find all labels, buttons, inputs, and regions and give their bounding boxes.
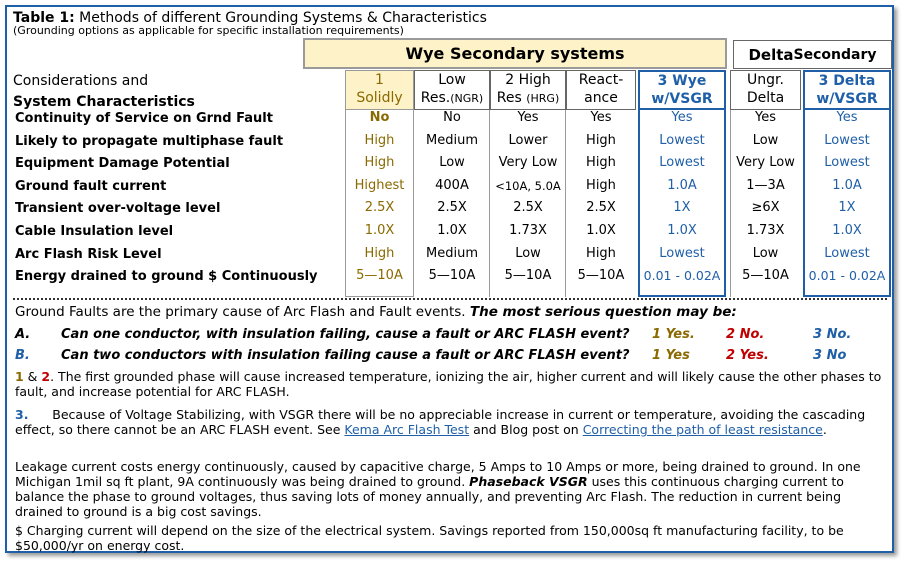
paragraph-3: 3. Because of Voltage Stabilizing, with VSGR there will be no appreciable increase in current or temperature, avoiding the cascading effect, so there cannot be an ARC FLASH event. See Kema Arc Flash Test and Blog post on Correcting the path of least resistance. bbox=[15, 407, 870, 437]
considerations-header: Considerations and System Characteristics bbox=[13, 73, 195, 110]
delta-secondary-banner: Delta Secondary bbox=[733, 40, 892, 69]
row-label: Likely to propagate multiphase fault bbox=[15, 133, 284, 149]
kema-arc-flash-link[interactable]: Kema Arc Flash Test bbox=[344, 422, 470, 437]
table-cell: High bbox=[586, 132, 616, 148]
question-b: B. Can two conductors with insulation failing cause a fault or ARC FLASH event? bbox=[15, 348, 630, 363]
table-cell: 0.01 - 0.02A bbox=[643, 268, 721, 284]
table-cell: Low bbox=[752, 245, 779, 261]
table-cell: 0.01 - 0.02A bbox=[808, 268, 886, 284]
row-label: Energy drained to ground $ Continuously bbox=[15, 269, 318, 285]
table-cell: High bbox=[364, 132, 395, 148]
table-cell: 1.0X bbox=[586, 223, 616, 238]
col-header-ungr-delta: Ungr. Delta bbox=[730, 70, 801, 110]
table-cell: Lowest bbox=[824, 245, 870, 261]
col-header-solidly: 1 Solidly bbox=[345, 70, 414, 110]
table-cell: ≥6X bbox=[751, 200, 780, 216]
table-cell: Medium bbox=[426, 132, 478, 148]
table-cell: Yes bbox=[755, 110, 776, 125]
table-title: Table 1: Methods of different Grounding Systems & Characteristics bbox=[13, 10, 487, 26]
table-cell: 2.5X bbox=[364, 200, 395, 216]
divider bbox=[13, 298, 887, 300]
table-cell: 5—10A bbox=[577, 268, 625, 284]
table-cell: 400A bbox=[435, 177, 469, 193]
table-cell: 5—10A bbox=[742, 268, 789, 284]
table-cell: High bbox=[364, 245, 395, 261]
table-cell: Lowest bbox=[659, 155, 705, 171]
table-cell: 1X bbox=[838, 200, 856, 216]
least-resistance-link[interactable]: Correcting the path of least resistance bbox=[582, 422, 823, 437]
table-cell: Lowest bbox=[659, 245, 705, 261]
row-label: Cable Insulation level bbox=[15, 224, 174, 239]
table-cell: Low bbox=[439, 155, 465, 171]
answer-b-2: 2 Yes. bbox=[726, 348, 769, 363]
table-cell: High bbox=[586, 245, 616, 261]
table-cell: Very Low bbox=[736, 155, 795, 171]
answer-b-1: 1 Yes bbox=[652, 348, 690, 363]
row-label: Continuity of Service on Grnd Fault bbox=[15, 111, 273, 126]
row-label: Equipment Damage Potential bbox=[15, 156, 230, 172]
answer-b-3: 3 No bbox=[813, 348, 847, 363]
table-cell: 1.0A bbox=[832, 177, 862, 193]
table-cell: Yes bbox=[590, 110, 612, 125]
table-cell: Lowest bbox=[824, 132, 870, 148]
table-cell: Highest bbox=[354, 177, 405, 193]
wye-secondary-banner: Wye Secondary systems bbox=[303, 38, 727, 69]
answer-a-3: 3 No. bbox=[813, 327, 852, 342]
row-label: Transient over-voltage level bbox=[15, 201, 221, 217]
table-cell: 1.0X bbox=[364, 223, 395, 238]
table-cell: 1.73X bbox=[509, 223, 547, 238]
table-cell: Very Low bbox=[498, 155, 558, 171]
table-cell: 1—3A bbox=[746, 177, 785, 193]
table-cell: 1.0A bbox=[667, 177, 697, 193]
table-cell: Low bbox=[515, 245, 541, 261]
table-cell: 2.5X bbox=[586, 200, 616, 216]
intro-text: Ground Faults are the primary cause of Arc Flash and Fault events. The most serious question may be: bbox=[15, 304, 737, 320]
table-cell: 1.0X bbox=[832, 223, 862, 238]
table-cell: No bbox=[369, 110, 390, 125]
table-cell: Medium bbox=[426, 245, 478, 261]
table-cell: Yes bbox=[517, 110, 539, 125]
paragraph-leakage: Leakage current costs energy continuously, caused by capacitive charge, 5 Amps to 10 Amps or more, being drained to ground. In one Michigan 1mil sq ft plant, 9A continuously was being drained to ground. Phaseback VSGR uses this continuous charging current to balance the phase to ground voltages, thus saving lots of money annually, and preventing Arc Flash. The reduction in current being drained to ground is a big cost savings. bbox=[15, 459, 861, 519]
table-cell: Yes bbox=[671, 110, 693, 125]
paragraph-charging-current: $ Charging current will depend on the size of the electrical system. Savings reported from 150,000sq ft manufacturing facility, to be $50,000/yr on energy cost. bbox=[15, 523, 844, 553]
table-cell: Lowest bbox=[659, 132, 705, 148]
table-cell: Lower bbox=[508, 132, 548, 148]
table-cell: 2.5X bbox=[437, 200, 467, 216]
table-cell: 5—10A bbox=[428, 268, 476, 284]
table-cell: <10A, 5.0A bbox=[495, 178, 561, 193]
table-cell: High bbox=[364, 155, 395, 171]
table-cell: 1.73X bbox=[746, 223, 785, 238]
table-subtitle: (Grounding options as applicable for specific installation requirements) bbox=[13, 24, 404, 37]
paragraph-1-2: 1 & 2. The first grounded phase will cause increased temperature, ionizing the air, higher current and will likely cause the other phases to fault, and increase potential for ARC FLASH. bbox=[15, 369, 882, 399]
question-a: A. Can one conductor, with insulation failing, cause a fault or ARC FLASH event? bbox=[15, 327, 630, 342]
table-cell: Yes bbox=[836, 110, 858, 125]
col-header-wye-vsgr: 3 Wye w/VSGR bbox=[638, 70, 726, 110]
table-cell: Low bbox=[752, 132, 779, 148]
table-cell: 1.0X bbox=[667, 223, 697, 238]
table-cell: High bbox=[586, 155, 616, 171]
row-label: Ground fault current bbox=[15, 178, 167, 194]
table-cell: High bbox=[586, 177, 616, 193]
table-cell: 1.0X bbox=[437, 223, 467, 238]
table-cell: 5—10A bbox=[504, 268, 552, 284]
answer-a-1: 1 Yes. bbox=[652, 327, 695, 342]
table-cell: 1X bbox=[673, 200, 691, 216]
answer-a-2: 2 No. bbox=[726, 327, 765, 342]
table-cell: 5—10A bbox=[356, 268, 403, 284]
table-cell: No bbox=[443, 110, 461, 125]
table-cell: Lowest bbox=[824, 155, 870, 171]
col-header-low-res: Low Res.(NGR) bbox=[414, 70, 490, 110]
col-header-delta-vsgr: 3 Delta w/VSGR bbox=[803, 70, 891, 110]
table-frame bbox=[5, 5, 894, 553]
row-label: Arc Flash Risk Level bbox=[15, 246, 162, 262]
col-header-reactance: React- ance bbox=[566, 70, 636, 110]
table-cell: 2.5X bbox=[513, 200, 543, 216]
col-header-high-res: 2 High Res (HRG) bbox=[490, 70, 566, 110]
